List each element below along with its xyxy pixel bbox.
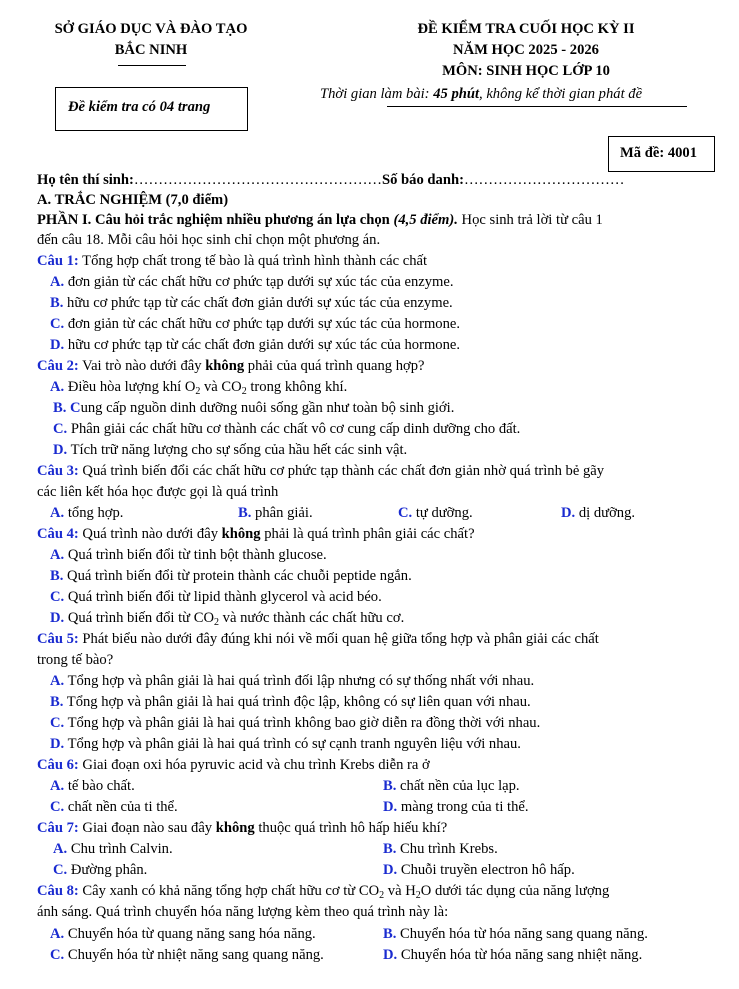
q2-option-b[interactable]: B. Cung cấp nguồn dinh dưỡng nuôi sống gần như toàn bộ sinh giới. xyxy=(53,400,455,416)
subject-title: MÔN: SINH HỌC LỚP 10 xyxy=(442,63,610,79)
page-count-text: Đề kiểm tra có 04 trang xyxy=(68,99,211,115)
q1-option-c[interactable]: C. đơn giản từ các chất hữu cơ phức tạp dưới sự xúc tác của hormone. xyxy=(50,316,461,332)
q6-option-b[interactable]: B. chất nền của lục lạp. xyxy=(383,778,520,794)
q8-option-d[interactable]: D. Chuyển hóa từ hóa năng sang nhiệt năng. xyxy=(383,947,643,963)
q8-option-a[interactable]: A. Chuyển hóa từ quang năng sang hóa năng. xyxy=(50,926,316,942)
school-year: NĂM HỌC 2025 - 2026 xyxy=(453,42,599,58)
q3-option-d[interactable]: D. dị dưỡng. xyxy=(561,505,636,521)
q3-option-a[interactable]: A. tổng hợp. xyxy=(50,505,124,521)
school-province: BẮC NINH xyxy=(114,42,188,58)
exam-duration: Thời gian làm bài: 45 phút, không kể thời gian phát đề xyxy=(320,86,643,102)
question-8-cont: ánh sáng. Quá trình chuyển hóa năng lượng kèm theo quá trình này là: xyxy=(37,904,449,920)
q8-option-c[interactable]: C. Chuyển hóa từ nhiệt năng sang quang năng. xyxy=(50,947,324,963)
q6-option-c[interactable]: C. chất nền của ti thể. xyxy=(50,799,178,815)
section-title: A. TRẮC NGHIỆM (7,0 điểm) xyxy=(37,192,229,208)
school-department: SỞ GIÁO DỤC VÀ ĐÀO TẠO xyxy=(54,21,248,37)
q4-option-b[interactable]: B. Quá trình biến đổi từ protein thành các chuỗi peptide ngắn. xyxy=(50,568,412,584)
student-name-dots: …………………………………………… xyxy=(133,172,382,188)
student-id-dots: …………………………… xyxy=(463,172,625,188)
header-underline xyxy=(118,65,186,66)
q1-option-a[interactable]: A. đơn giản từ các chất hữu cơ phức tạp dưới sự xúc tác của enzyme. xyxy=(50,274,454,290)
question-7: Câu 7: Giai đoạn nào sau đây không thuộc quá trình hô hấp hiếu khí? xyxy=(37,820,448,836)
q5-option-c[interactable]: C. Tổng hợp và phân giải là hai quá trình không bao giờ diễn ra đồng thời với nhau. xyxy=(50,715,541,731)
exam-title: ĐỀ KIỂM TRA CUỐI HỌC KỲ II xyxy=(417,21,635,37)
q7-option-d[interactable]: D. Chuỗi truyền electron hô hấp. xyxy=(383,862,575,878)
q7-option-a[interactable]: A. Chu trình Calvin. xyxy=(53,841,173,857)
question-2: Câu 2: Vai trò nào dưới đây không phải của quá trình quang hợp? xyxy=(37,358,425,374)
q5-option-a[interactable]: A. Tổng hợp và phân giải là hai quá trình đối lập nhưng có sự thống nhất với nhau. xyxy=(50,673,535,689)
q2-option-a[interactable]: A. Điều hòa lượng khí $O_2$ và $CO_2$ trong không khí. xyxy=(50,379,348,397)
q6-option-d[interactable]: D. màng trong của ti thể. xyxy=(383,799,529,815)
q6-option-a[interactable]: A. tế bào chất. xyxy=(50,778,135,794)
question-4: Câu 4: Quá trình nào dưới đây không phải là quá trình phân giải các chất? xyxy=(37,526,475,542)
q5-option-d[interactable]: D. Tổng hợp và phân giải là hai quá trình có sự cạnh tranh nguyên liệu với nhau. xyxy=(50,736,521,752)
exam-code-box xyxy=(608,136,715,172)
q1-option-b[interactable]: B. hữu cơ phức tạp từ các chất đơn giản dưới sự xúc tác của enzyme. xyxy=(50,295,453,311)
student-id-label: Số báo danh: xyxy=(382,172,464,188)
duration-underline xyxy=(387,106,687,107)
student-name-label: Họ tên thí sinh: xyxy=(37,172,134,188)
q5-option-b[interactable]: B. Tổng hợp và phân giải là hai quá trình độc lập, không có sự liên quan với nhau. xyxy=(50,694,531,710)
q3-option-c[interactable]: C. tự dưỡng. xyxy=(398,505,473,521)
page-count-box xyxy=(55,87,248,131)
question-1: Câu 1: Tổng hợp chất trong tế bào là quá trình hình thành các chất xyxy=(37,253,428,269)
q3-option-b[interactable]: B. phân giải. xyxy=(238,505,313,521)
part-heading: PHẦN I. Câu hỏi trắc nghiệm nhiều phương án lựa chọn (4,5 điểm). Học sinh trả lời từ câu 1 xyxy=(37,212,603,228)
exam-code-text: Mã đề: 4001 xyxy=(620,145,698,161)
question-8: Câu 8: Cây xanh có khả năng tổng hợp chất hữu cơ từ $CO_2$ và $H_2O$ dưới tác dụng của năng lượng xyxy=(37,883,610,901)
question-3-cont: các liên kết hóa học được gọi là quá trình xyxy=(37,484,279,500)
q7-option-b[interactable]: B. Chu trình Krebs. xyxy=(383,841,498,857)
q8-option-b[interactable]: B. Chuyển hóa từ hóa năng sang quang năng. xyxy=(383,926,648,942)
q7-option-c[interactable]: C. Đường phân. xyxy=(53,862,148,878)
q2-option-c[interactable]: C. Phân giải các chất hữu cơ thành các chất vô cơ cung cấp dinh dưỡng cho đất. xyxy=(53,421,521,437)
question-3: Câu 3: Quá trình biến đổi các chất hữu cơ phức tạp thành các chất đơn giản nhờ quá trình bẻ gãy xyxy=(37,463,605,479)
question-6: Câu 6: Giai đoạn oxi hóa pyruvic acid và chu trình Krebs diễn ra ở xyxy=(37,757,430,773)
question-5-cont: trong tế bào? xyxy=(37,652,114,668)
part-instructions: đến câu 18. Mỗi câu hỏi học sinh chỉ chọn một phương án. xyxy=(37,232,381,248)
q4-option-c[interactable]: C. Quá trình biến đổi từ lipid thành glycerol và acid béo. xyxy=(50,589,382,605)
q2-option-d[interactable]: D. Tích trữ năng lượng cho sự sống của hầu hết các sinh vật. xyxy=(53,442,408,458)
question-5: Câu 5: Phát biểu nào dưới đây đúng khi nói về mối quan hệ giữa tổng hợp và phân giải các chất xyxy=(37,631,599,647)
student-info-line xyxy=(37,172,624,189)
q1-option-d[interactable]: D. hữu cơ phức tạp từ các chất đơn giản dưới sự xúc tác của hormone. xyxy=(50,337,461,353)
q4-option-a[interactable]: A. Quá trình biến đổi từ tinh bột thành glucose. xyxy=(50,547,327,563)
q4-option-d[interactable]: D. Quá trình biến đổi từ $CO_2$ và nước thành các chất hữu cơ. xyxy=(50,610,405,628)
